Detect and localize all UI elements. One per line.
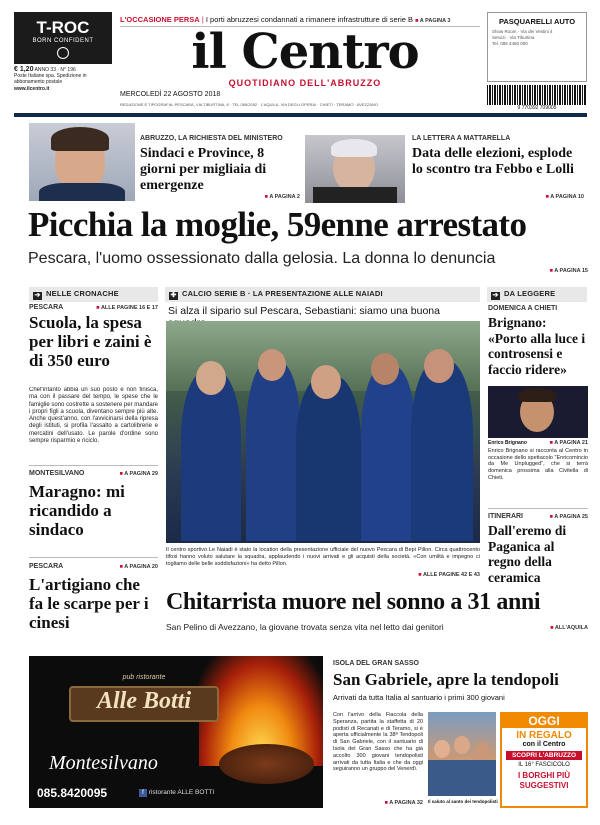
ad-right-line: Show Room · Via dei Vestini 4 xyxy=(492,29,553,34)
tendopoli-photo[interactable] xyxy=(428,712,496,796)
ad-brand: T-ROC xyxy=(36,18,90,37)
center-page: ■ ALLE PAGINE 42 E 43 xyxy=(400,572,480,578)
bottom-title[interactable]: San Gabriele, apre la tendopoli xyxy=(333,670,559,689)
tagline-page: ■ A PAGINA 3 xyxy=(415,18,450,24)
promo-line3: I BORGHI PIÙ SUGGESTIVI xyxy=(517,771,570,790)
lead-title[interactable]: Picchia la moglie, 59enne arrestato xyxy=(28,205,527,244)
brignano-photo[interactable] xyxy=(488,386,588,438)
promo-box[interactable] xyxy=(500,712,588,808)
arrow-icon: ➔ xyxy=(492,292,499,299)
top2-kicker: LA LETTERA A MATTARELLA xyxy=(412,135,511,142)
arrow-icon: ➔ xyxy=(34,292,41,299)
promo-line2: IL 16° FASCICOLO xyxy=(518,762,570,768)
address-line: REDAZIONE E TIPOGRAFIA: PESCARA, VIA TIBURTINA, 8 · TEL 085/2052 · L'AQUILA, VIA DEGLI OPERAI · CHIETI · TERAMO · AVEZZANO xyxy=(120,102,379,107)
left1-title[interactable]: Scuola, la spesa per libri e zaini è di 350 euro xyxy=(29,313,152,370)
right2-kicker: ITINERARI xyxy=(488,513,523,520)
lead-sub: Pescara, l'uomo ossessionato dalla gelosia. La donna lo denuncia xyxy=(28,250,496,267)
top1-title[interactable]: Sindaci e Province, 8 giorni per migliaia di emergenze xyxy=(140,146,267,193)
brignano-credit: Enrico Brignano xyxy=(488,440,527,446)
right2-title[interactable]: Dall'eremo di Paganica al regno della ceramica xyxy=(488,523,567,585)
masthead[interactable]: il Centro xyxy=(191,24,419,80)
tagline-kicker: L'OCCASIONE PERSA xyxy=(120,15,200,24)
center-bar xyxy=(165,287,480,302)
issue: ANNO 33 · N° 196 xyxy=(34,67,76,73)
team-caption: Il centro sportivo Le Naiadi è stato la location della presentazione ufficiale del nuovo Pescara di Bepi Pillon. Circa quattrocento tifosi hanno voluto salutare la squadra, applaudendo i nuovi arrivati e gli acquisti della società. «Con umiltà e impegno ci togliamo delle belle soddisfazioni» ha detto Pillon. xyxy=(166,547,480,567)
header-rule xyxy=(14,113,587,117)
masthead-subtitle: QUOTIDIANO DELL'ABRUZZO xyxy=(228,78,382,88)
website[interactable]: www.ilcentro.it xyxy=(14,86,50,92)
top2-title[interactable]: Data delle elezioni, esplode lo scontro tra Febbo e Lolli xyxy=(412,146,574,177)
tagline[interactable]: L'OCCASIONE PERSA | I porti abruzzesi condannati a rimanere infrastrutture di serie B ■ A PAGINA 3 xyxy=(120,15,480,27)
ad-social[interactable] xyxy=(139,789,214,797)
price: € 1,20 xyxy=(14,66,34,73)
soccer-icon: ✚ xyxy=(170,292,177,299)
promo-con: con il Centro xyxy=(522,741,566,748)
bottom-body: Con l'arrivo della Fiaccola della Speranza, partita la staffetta di 20 podisti di Recanati e di Teramo, si è aperta ufficialmente la 38ª Tendopoli di San Gabriele, con il santuario di Isola del Gran Sasso che ha già accolto 300 giovani tendopolisti arrivati da tutta Italia e che da oggi seguiranno un gruppo del Venerdì. xyxy=(333,712,423,773)
second-lead-page: ■ ALL'AQUILA xyxy=(520,625,588,631)
right1-body: Enrico Brignano si racconta al Centro in occasione dello spettacolo "Enricomincio da Me Unplugged", che si terrà domenica prossima alla Civitella di Chieti. xyxy=(488,448,588,481)
restaurant-ad[interactable] xyxy=(29,656,323,808)
top2-page: ■ A PAGINA 10 xyxy=(412,194,584,200)
price-note: Poste Italiane spa. Spedizione in abbonamento postale xyxy=(14,73,87,85)
left1-body: Chef'intanto abbia un suo posto e non finisca, ma con il passare del tempo, le spese che le famiglie sono costrette a sostenere per mandare i propri figli a scuola, diventano sempre più alte. Anche quest'anno, con l'avvicinarsi della ripresa degli istituti, si profila l'assalto a cartolibrerie e mercatini dell'usato. Le parole d'ordine sono sempre risparmio e riciclo. xyxy=(29,387,158,445)
ad-name: Alle Botti xyxy=(96,688,191,714)
left3-page: ■ A PAGINA 20 xyxy=(90,564,158,570)
left-bar-label: NELLE CRONACHE xyxy=(46,289,119,298)
left2-page: ■ A PAGINA 29 xyxy=(90,471,158,477)
facebook-icon: f xyxy=(139,789,147,797)
toninelli-photo[interactable] xyxy=(29,123,135,201)
team-photo[interactable] xyxy=(166,321,480,543)
lead-page: ■ A PAGINA 15 xyxy=(510,268,588,274)
ad-right-title: PASQUARELLI AUTO xyxy=(498,17,576,26)
ad-right-line: Servizi · Via Tiburtina xyxy=(492,35,535,40)
ad-social-label: ristorante ALLE BOTTI xyxy=(148,789,215,796)
barcode xyxy=(487,85,587,105)
left3-title[interactable]: L'artigiano che fa le scarpe per i cinesi xyxy=(29,575,149,632)
ad-small: pub ristorante xyxy=(122,674,166,681)
top1-kicker: ABRUZZO, LA RICHIESTA DEL MINISTERO xyxy=(140,135,283,142)
second-lead-sub: San Pelino di Avezzano, la giovane trovata senza vita nel letto dai genitori xyxy=(166,622,444,632)
second-lead-title[interactable]: Chitarrista muore nel sonno a 31 anni xyxy=(166,589,541,615)
right1-page: ■ A PAGINA 21 xyxy=(540,440,588,446)
ad-sub: BORN CONFIDENT xyxy=(32,38,94,44)
left2-title[interactable]: Maragno: mi ricandido a sindaco xyxy=(29,482,125,539)
promo-today: OGGI xyxy=(502,714,586,728)
mattarella-photo[interactable] xyxy=(305,135,405,203)
tagline-text: I porti abruzzesi condannati a rimanere infrastrutture di serie B xyxy=(205,15,414,24)
center-bar-label: CALCIO SERIE B · LA PRESENTAZIONE ALLE NAIADI xyxy=(182,289,383,298)
right-bar-label: DA LEGGERE xyxy=(504,289,556,298)
tendopoli-caption: Il saluto al santo dei tendopolisti xyxy=(428,799,498,804)
right1-title[interactable]: Brignano: «Porto alla luce i controsensi e faccio ridere» xyxy=(488,315,586,377)
ad-right-line: Tel. 085 4460 000 xyxy=(492,41,528,46)
price-block xyxy=(14,67,112,92)
center-headline[interactable]: Si alza il sipario sul Pescara, Sebastiani: siamo una buona xyxy=(168,305,440,317)
ad-phone: 085.8420095 xyxy=(37,786,108,800)
promo-line1: SCOPRI L'ABRUZZO xyxy=(506,751,582,760)
left-bar xyxy=(29,287,158,302)
bottom-sub: Arrivati da tutta Italia al santuario i primi 300 giovani xyxy=(333,693,505,702)
bottom-kicker: ISOLA DEL GRAN SASSO xyxy=(333,660,419,667)
bottom-page: ■ A PAGINA 32 xyxy=(333,800,423,806)
header-ad-right[interactable] xyxy=(487,12,587,82)
top1-page: ■ A PAGINA 2 xyxy=(140,194,300,200)
left1-page: ■ ALLE PAGINE 16 E 17 xyxy=(80,305,158,311)
promo-regalo: IN REGALO xyxy=(516,730,572,741)
barcode-number: 9 770392 709005 xyxy=(517,105,557,111)
right2-page: ■ A PAGINA 25 xyxy=(540,514,588,520)
ad-city: Montesilvano xyxy=(49,752,158,774)
left3-kicker: PESCARA xyxy=(29,563,64,570)
steak-graphic xyxy=(219,744,314,784)
right1-kicker: DOMENICA A CHIETI xyxy=(488,305,558,312)
vw-logo-icon xyxy=(57,47,69,59)
date: MERCOLEDÌ 22 AGOSTO 2018 xyxy=(120,91,221,98)
header-ad-left[interactable] xyxy=(14,12,112,64)
left1-kicker: PESCARA xyxy=(29,304,64,311)
left2-kicker: MONTESILVANO xyxy=(29,470,85,477)
right-bar xyxy=(487,287,587,302)
